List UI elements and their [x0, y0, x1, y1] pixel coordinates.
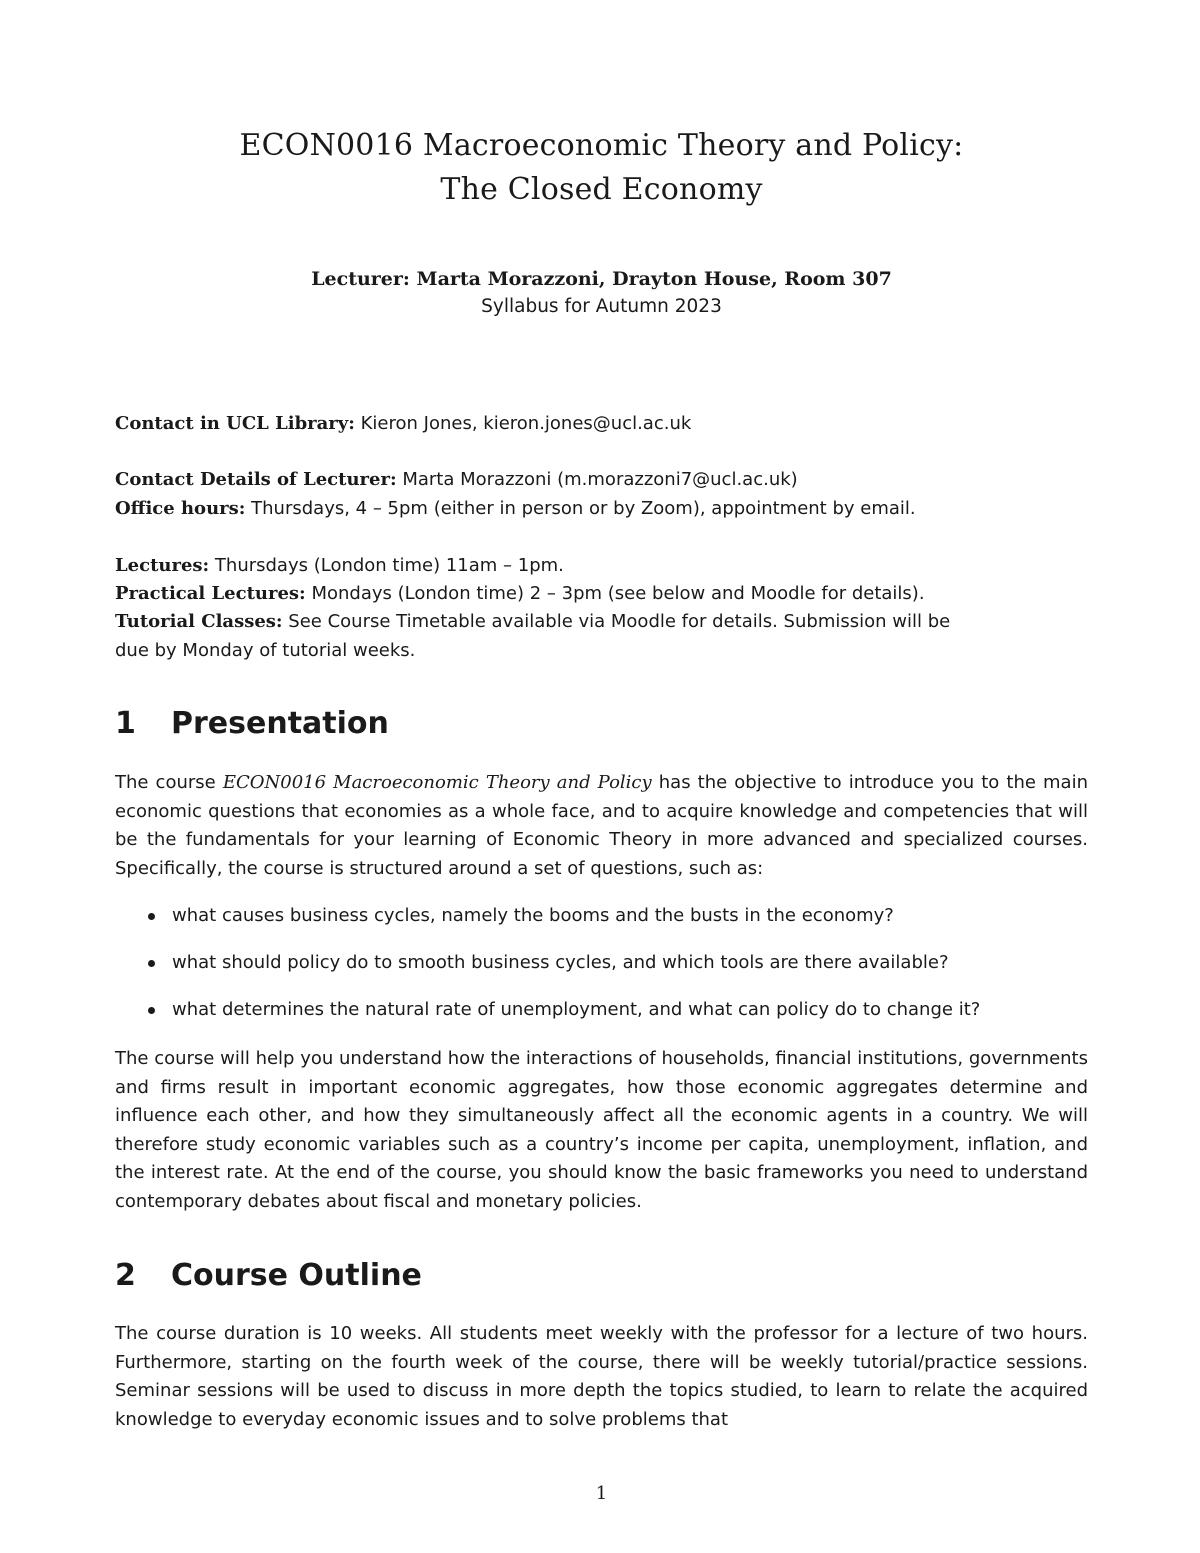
document-title-line-2: The Closed Economy: [440, 172, 763, 207]
section-heading-presentation: [115, 704, 1088, 744]
tutorial-classes-continued: due by Monday of tutorial weeks.: [115, 640, 416, 661]
list-item: [115, 949, 1088, 996]
practical-lectures-value: Mondays (London time) 2 – 3pm (see below and Moodle for details).: [305, 583, 925, 604]
list-item: [115, 996, 1088, 1043]
office-hours: [115, 494, 1088, 523]
section-heading-outline: [115, 1256, 1088, 1296]
practical-lectures-info: [115, 579, 1088, 608]
syllabus-term: Syllabus for Autumn 2023: [481, 296, 722, 317]
list-item-text: what should policy do to smooth business cycles, and which tools are there available?: [172, 952, 949, 973]
list-item: [115, 902, 1088, 949]
course-name-italic: ECON0016 Macroeconomic Theory and Policy: [222, 772, 652, 793]
lecturer-line: Lecturer: Marta Morazzoni, Drayton House, Room 307: [311, 268, 892, 290]
lecturer-contact: [115, 465, 1088, 494]
outline-text: The course duration is 10 weeks. All students meet weekly with the professor for a lecture of two hours. Furthermore, starting on the fourth week of the course, there will be weekly tutorial/practice sessions. Seminar sessions will be used to discuss in more depth the topics studied, to learn to relate the acquired knowledge to everyday economic issues and to solve problems that: [115, 1323, 1088, 1430]
intro-text-start: The course: [115, 772, 223, 793]
lecturer-contact-label: Contact Details of Lecturer:: [115, 469, 397, 490]
library-contact-value: Kieron Jones, kieron.jones@ucl.ac.uk: [354, 413, 692, 434]
tutorial-classes-value: See Course Timetable available via Moodle for details. Submission will be: [282, 611, 951, 632]
practical-lectures-label: Practical Lectures:: [115, 583, 306, 604]
lecturer-contact-value: Marta Morazzoni (m.morazzoni7@ucl.ac.uk): [396, 469, 798, 490]
section-number: 2: [115, 1258, 136, 1293]
presentation-intro: [115, 769, 1088, 883]
section-title: Course Outline: [171, 1258, 422, 1293]
lectures-info: [115, 551, 1088, 580]
intro-text-end: has the objective to introduce you to the main economic questions that economies as a whole face, and to acquire knowledge and competencies that will be the fundamentals for your learning of Economic Theory in more advanced and specialized courses. Specifically, the course is structured around a set of questions, such as:: [115, 772, 1088, 879]
section-title: Presentation: [171, 706, 389, 741]
document-page: [115, 0, 1088, 1553]
tutorial-classes-label: Tutorial Classes:: [115, 611, 283, 632]
document-title-line-1: ECON0016 Macroeconomic Theory and Policy:: [239, 128, 964, 163]
list-item-text: what causes business cycles, namely the booms and the busts in the economy?: [172, 905, 894, 926]
question-list: [115, 902, 1088, 1043]
library-contact: [115, 409, 1088, 438]
bullet-icon: [148, 913, 155, 920]
lectures-value: Thursdays (London time) 11am – 1pm.: [209, 555, 564, 576]
library-contact-label: Contact in UCL Library:: [115, 413, 355, 434]
presentation-closing: The course will help you understand how the interactions of households, financial institutions, governments and firms result in important economic aggregates, how those economic aggregates determine and influence each other, and how they simultaneously affect all the economic agents in a country. We will therefore study economic variables such as a country’s income per capita, unemployment, inflation, and the interest rate. At the end of the course, you should know the basic frameworks you need to understand contemporary debates about fiscal and monetary policies.: [115, 1048, 1088, 1212]
list-item-text: what determines the natural rate of unemployment, and what can policy do to change it?: [172, 999, 981, 1020]
page-number: 1: [595, 1483, 608, 1504]
office-hours-label: Office hours:: [115, 498, 246, 519]
section-number: 1: [115, 706, 136, 741]
tutorial-classes-info: [115, 607, 1088, 636]
bullet-icon: [148, 1007, 155, 1014]
office-hours-value: Thursdays, 4 – 5pm (either in person or by Zoom), appointment by email.: [245, 498, 916, 519]
lectures-label: Lectures:: [115, 555, 210, 576]
bullet-icon: [148, 960, 155, 967]
